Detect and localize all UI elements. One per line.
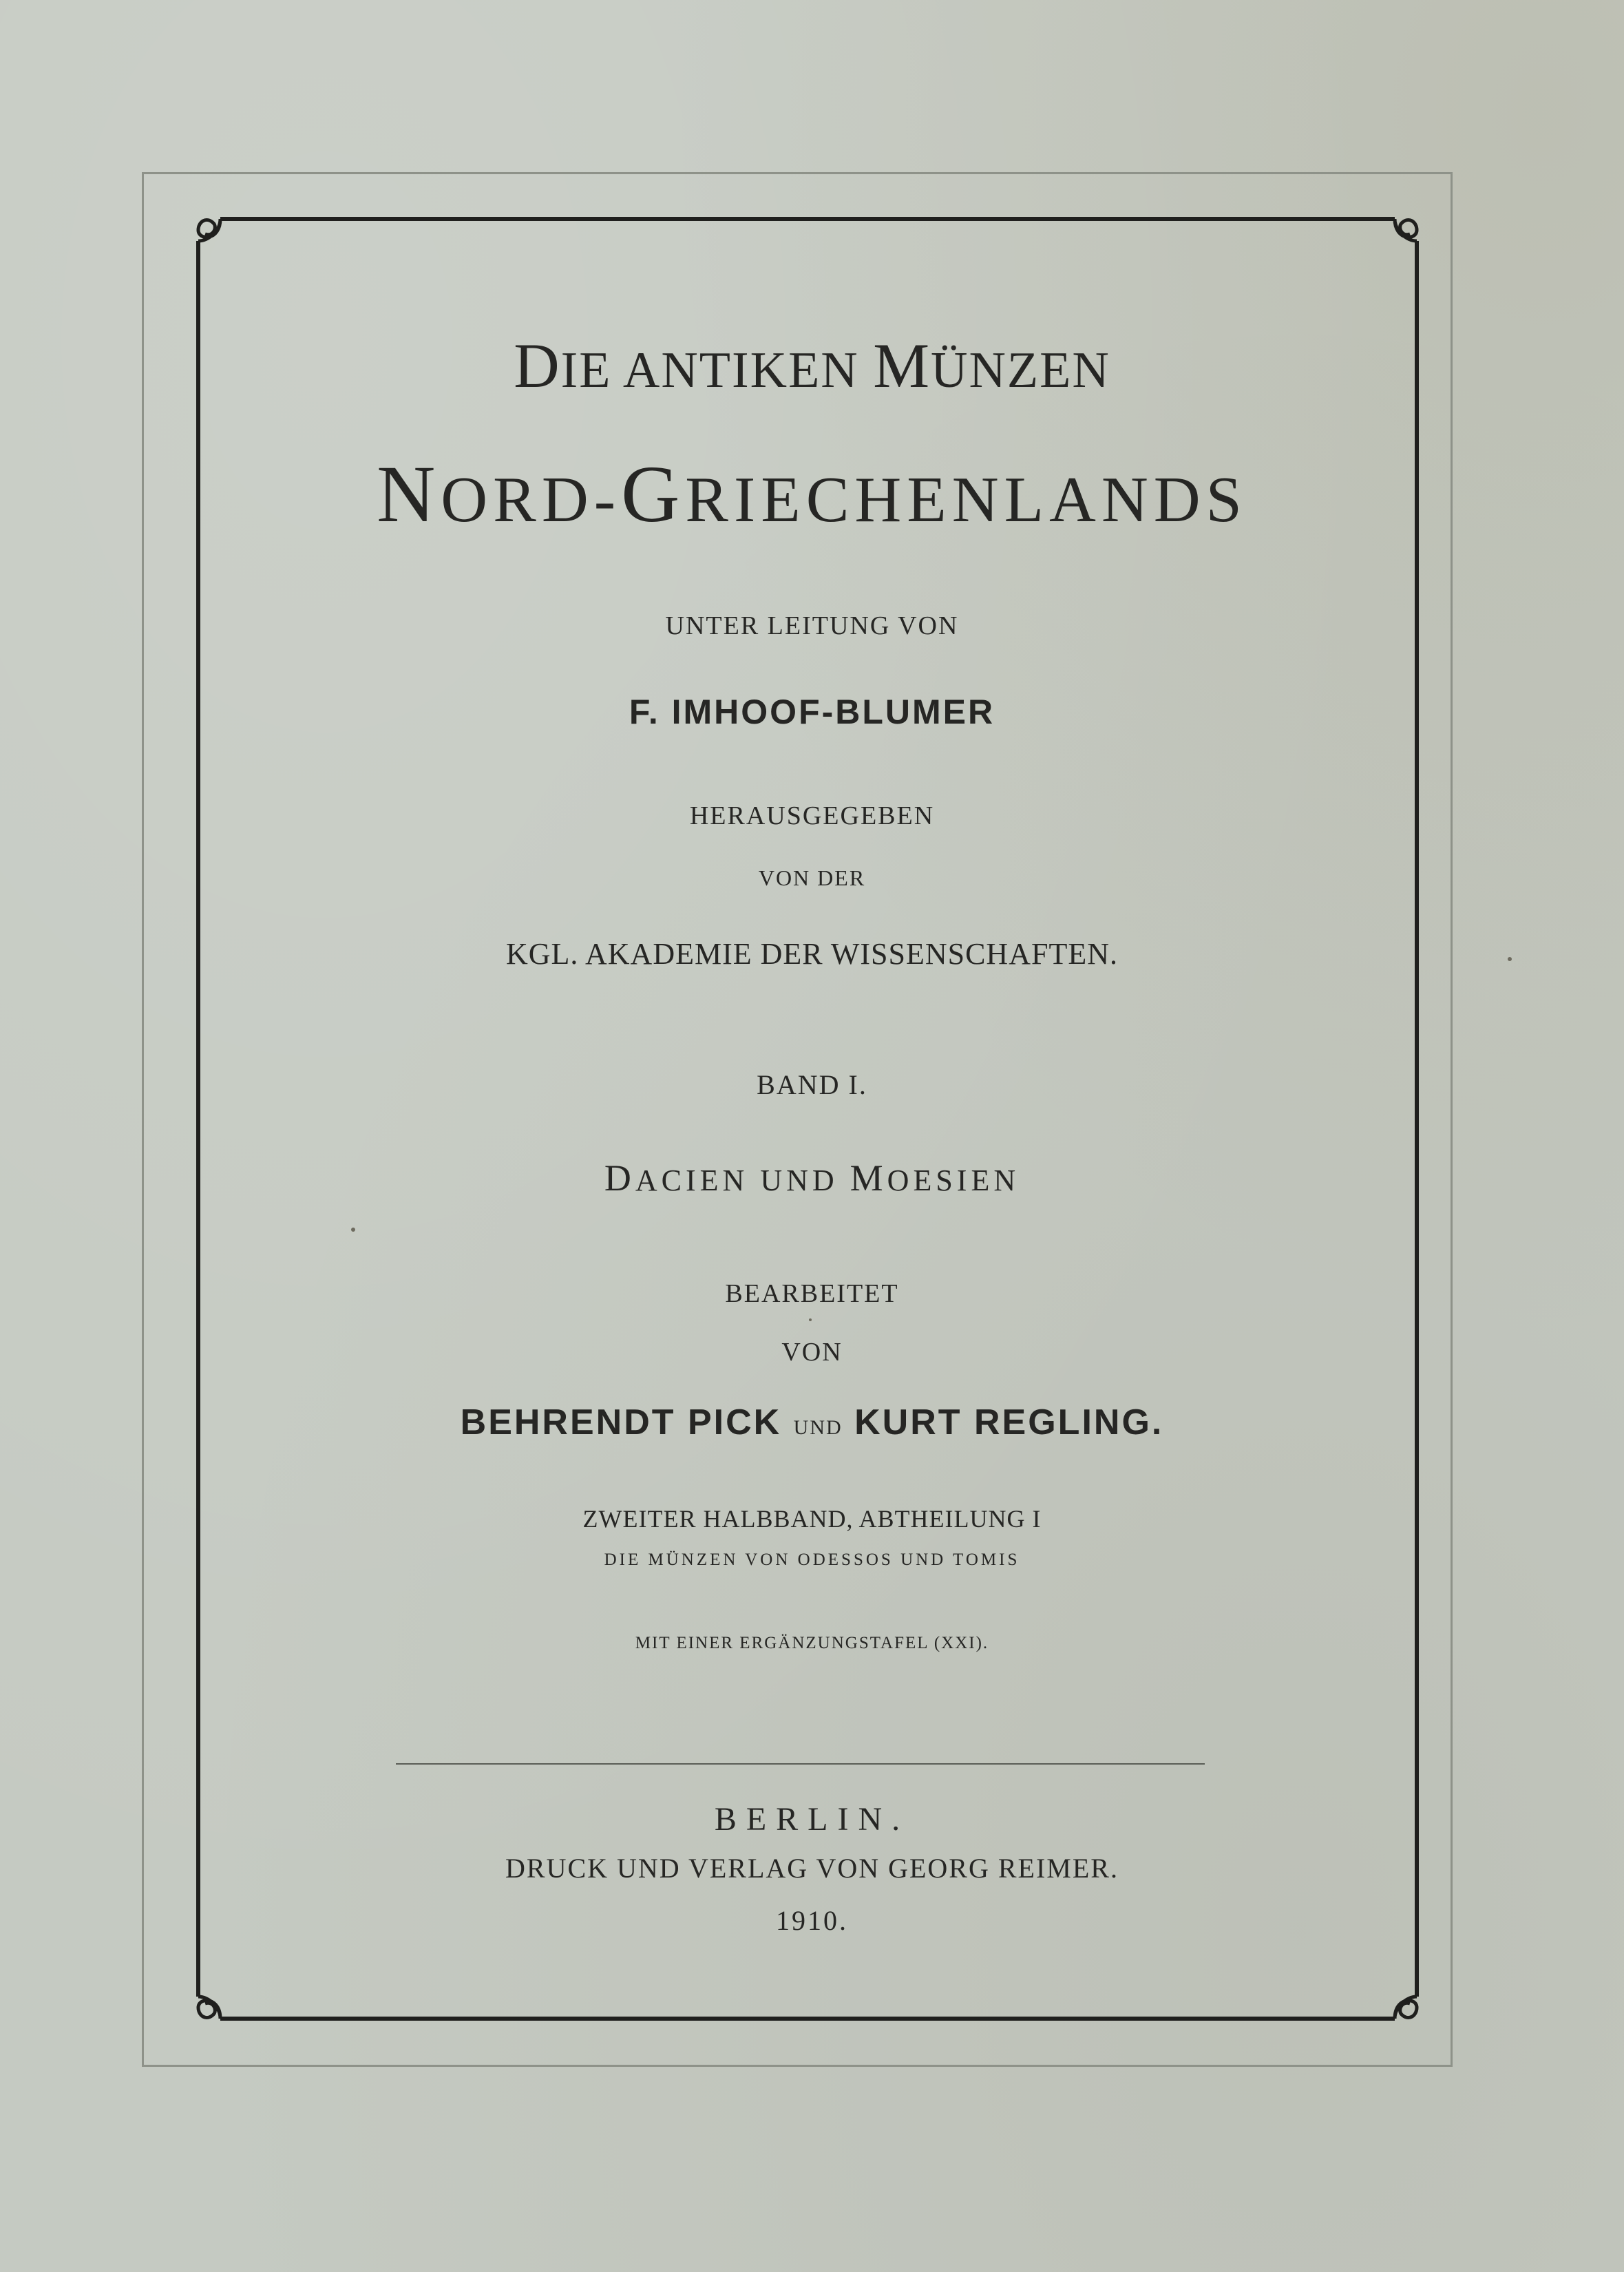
title-word: RIECHENLANDS bbox=[685, 464, 1247, 536]
paper-speck bbox=[809, 1318, 812, 1321]
volume-letter: M bbox=[850, 1157, 887, 1199]
paper-speck bbox=[1508, 957, 1512, 961]
von-text: VON bbox=[781, 1338, 843, 1367]
ergaenzungstafel-text: MIT EINER ERGÄNZUNGSTAFEL (XXI). bbox=[635, 1634, 989, 1652]
editor-name: F. IMHOOF-BLUMER bbox=[629, 693, 995, 731]
volume-title bbox=[0, 1157, 1624, 1199]
volume-word: UND bbox=[760, 1164, 850, 1197]
title-line-2 bbox=[0, 448, 1624, 541]
divider-rule bbox=[396, 1763, 1205, 1765]
akademie-text: KGL. AKADEMIE DER WISSENSCHAFTEN. bbox=[506, 937, 1118, 971]
title-word: ANTIKEN bbox=[622, 342, 874, 399]
title-letter: G bbox=[621, 449, 686, 539]
title-word: ORD- bbox=[441, 464, 622, 536]
imprint-year: 1910. bbox=[776, 1905, 848, 1936]
imprint-publisher: DRUCK UND VERLAG VON GEORG REIMER. bbox=[505, 1853, 1119, 1884]
volume-word: ACIEN bbox=[635, 1164, 761, 1197]
bearbeitet-text: BEARBEITET bbox=[725, 1279, 899, 1308]
volume-word: OESIEN bbox=[887, 1164, 1020, 1197]
muenzen-subtitle: DIE MÜNZEN VON ODESSOS UND TOMIS bbox=[604, 1550, 1020, 1569]
title-letter: M bbox=[873, 330, 931, 401]
von-der-text: VON DER bbox=[758, 865, 866, 890]
title-line-1 bbox=[0, 329, 1624, 402]
imprint-city: BERLIN. bbox=[714, 1801, 910, 1838]
halbband-text: ZWEITER HALBBAND, ABTHEILUNG I bbox=[582, 1505, 1042, 1533]
author-2: KURT REGLING. bbox=[854, 1402, 1164, 1442]
paper-speck bbox=[351, 1228, 355, 1232]
unter-leitung-text: UNTER LEITUNG VON bbox=[665, 611, 959, 640]
authors-line bbox=[0, 1402, 1624, 1443]
band-text: BAND I. bbox=[757, 1069, 867, 1100]
title-letter: N bbox=[377, 449, 441, 539]
title-word: IE bbox=[560, 342, 623, 399]
author-1: BEHRENDT PICK bbox=[460, 1402, 782, 1442]
volume-letter: D bbox=[604, 1157, 635, 1199]
authors-conjunction: UND bbox=[793, 1416, 843, 1439]
title-word: ÜNZEN bbox=[931, 342, 1110, 399]
title-letter: D bbox=[514, 330, 561, 401]
herausgegeben-text: HERAUSGEGEBEN bbox=[689, 801, 935, 830]
